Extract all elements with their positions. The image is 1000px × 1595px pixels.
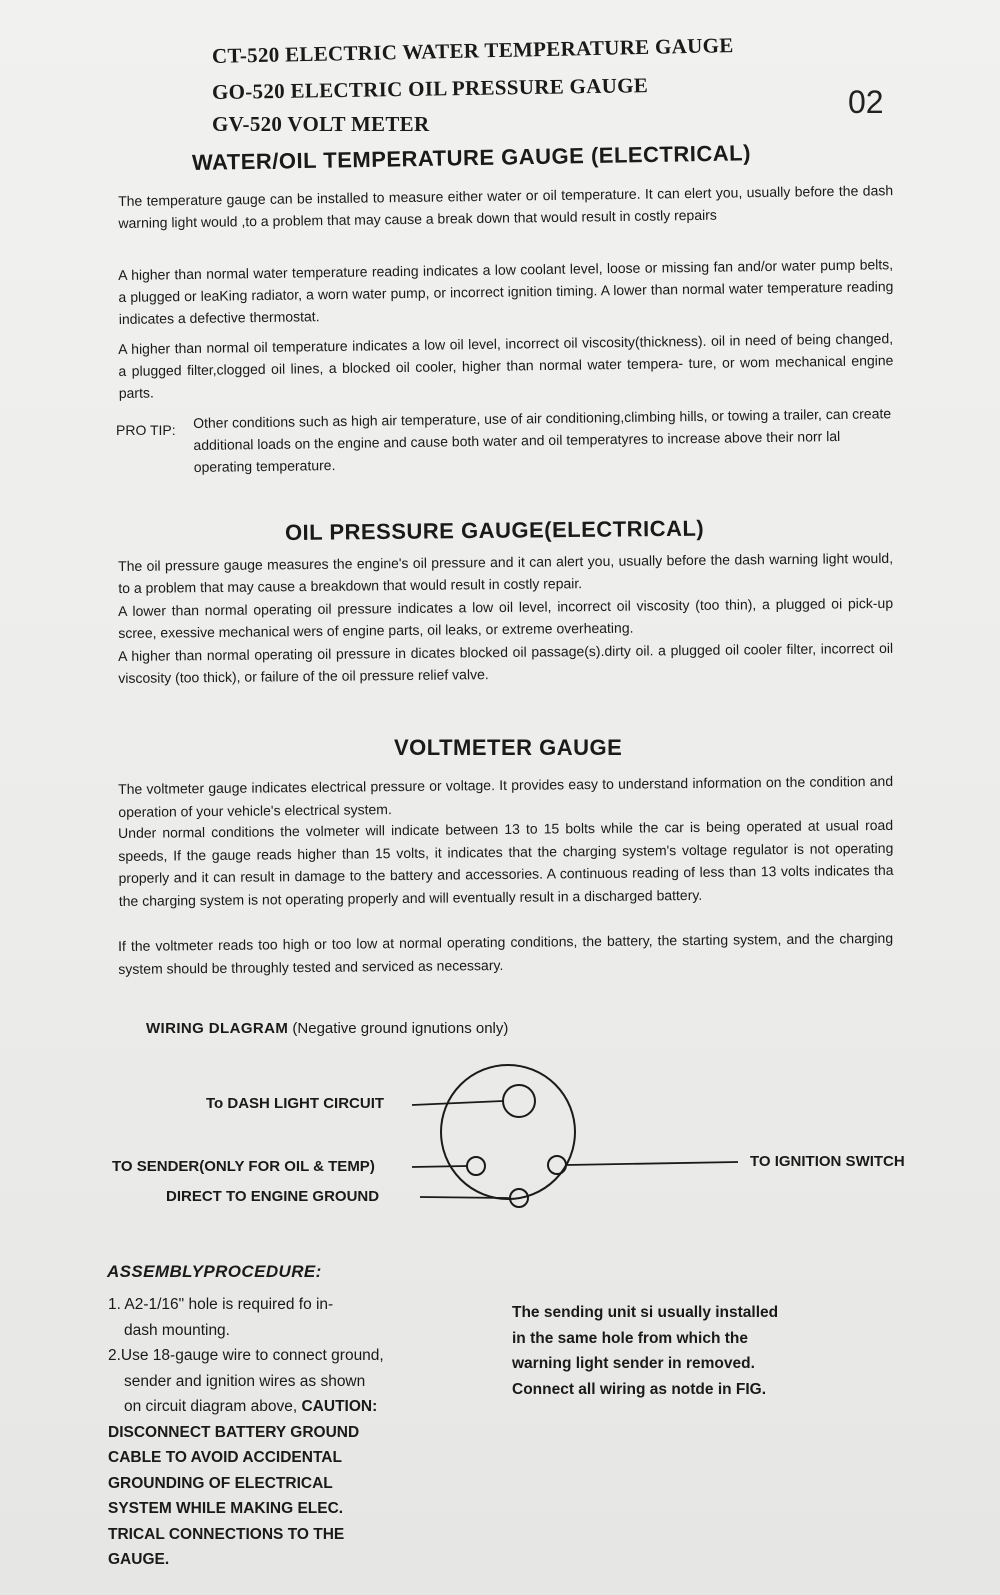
dash-light-label: To DASH LIGHT CIRCUIT — [206, 1095, 385, 1112]
sending-unit-note: The sending unit si usually installed in the same hole from which the warning light sender in removed. Connect all wiring as notde in FIG. — [512, 1304, 779, 1398]
sender-label: TO SENDER(ONLY FOR OIL & TEMP) — [112, 1158, 375, 1175]
caution-label: CAUTION: — [301, 1398, 378, 1415]
water-oil-paragraph-3: A higher than normal oil temperature indicates a low oil level, incorrect oil viscosity(thickness). oil in need of being changed, a plugged filter,clogged oil lines, a blocked oil cooler, higher than normal water tempera- ture, or wom mechanical engine parts. — [118, 330, 894, 401]
ignition-wire — [566, 1162, 738, 1165]
voltmeter-paragraph-1: The voltmeter gauge indicates electrical pressure or voltage. It provides easy to understand information on the condition and operation of your vehicle's electrical system. — [118, 772, 894, 820]
header-line-1: CT-520 ELECTRIC WATER TEMPERATURE GAUGE — [211, 33, 734, 68]
oil-pressure-section-title: OIL PRESSURE GAUGE(ELECTRICAL) — [284, 515, 705, 545]
gauge-back-outline — [441, 1065, 575, 1199]
voltmeter-paragraph-3: If the voltmeter reads too high or too low at normal operating conditions, the battery, the starting system, and the charging system should be throughly tested and serviced as necessary. — [118, 929, 894, 977]
assembly-step-1: 1. A2-1/16" hole is required fo in- dash mounting. — [108, 1296, 334, 1339]
protip-text: Other conditions such as high air temperature, use of air conditioning,climbing hills, or towing a trailer, can create additional loads on the engine and cause both water and oil temperatyres to increase above their norr lal operating temperature. — [193, 405, 892, 475]
ground-wire — [420, 1197, 510, 1198]
oil-pressure-paragraph-2: A lower than normal operating oil pressure indicates a low oil level, incorrect oil viscosity (too thin), a plugged oi pick-up scree, exessive mechanical wers of engine parts, oil leaks, or extreme overheating. — [118, 594, 894, 641]
dash-light-terminal — [503, 1085, 535, 1117]
oil-pressure-paragraph-1: The oil pressure gauge measures the engine's oil pressure and it can alert you, usually before the dash warning light would, to a problem that may cause a breakdown that would result in costly repair. — [118, 549, 894, 596]
sender-terminal — [467, 1157, 485, 1175]
voltmeter-paragraph-2: Under normal conditions the volmeter will indicate between 13 to 15 bolts while the car is being operated at usual road speeds, If the gauge reads higher than 15 volts, it indicates that the charging system's voltage regulator is not operating properly and it can result in damage to the battery and accessories. A continuous reading of less than 13 volts indicates tha the charging system is not operating properly and will eventually result in a discharged battery. — [118, 816, 894, 909]
header-line-3: GV-520 VOLT METER — [212, 112, 430, 136]
protip-label: PRO TIP: — [116, 422, 176, 438]
water-oil-section-title: WATER/OIL TEMPERATURE GAUGE (ELECTRICAL) — [191, 140, 752, 175]
wiring-diagram-subtitle: (Negative ground ignutions only) — [292, 1020, 509, 1037]
wiring-diagram-title: WIRING DLAGRAM — [146, 1020, 289, 1037]
oil-pressure-paragraph-3: A higher than normal operating oil pressure in dicates blocked oil passage(s).dirty oil. a plugged oil cooler filter, incorrect oil viscosity (too thick), or failure of the oil pressure relief valve. — [118, 639, 894, 686]
voltmeter-section-title: VOLTMETER GAUGE — [394, 735, 623, 760]
assembly-step-2: 2.Use 18-gauge wire to connect ground, sender and ignition wires as shown on circuit diagram above, CAUTION: DISCONNECT BATTERY GROUND CABLE TO AVOID ACCIDENTAL GROUNDING OF ELECTRICAL SYSTEM WHILE MAKING ELEC. TRICAL CONNECTIONS TO THE GAUGE. — [108, 1347, 384, 1568]
sender-wire — [412, 1166, 467, 1167]
assembly-title: ASSEMBLYPROCEDURE: — [107, 1262, 322, 1281]
page-number: 02 — [848, 84, 884, 120]
water-oil-paragraph-1: The temperature gauge can be installed to measure either water or oil temperature. It can elert you, usually before the dash warning light would ,to a problem that may cause a break down that would result in costly repairs — [118, 182, 894, 231]
header-line-2: GO-520 ELECTRIC OIL PRESSURE GAUGE — [211, 73, 649, 104]
dash-light-wire — [412, 1101, 503, 1105]
water-oil-paragraph-2: A higher than normal water temperature reading indicates a low coolant level, loose or missing fan and/or water pump belts, a plugged or leaKing radiator, a worn water pump, or incorrect ignition timing. A lower than normal water temperature reading indicates a defective thermostat. — [118, 256, 894, 327]
ignition-label: TO IGNITION SWITCH — [750, 1153, 905, 1170]
ground-label: DIRECT TO ENGINE GROUND — [166, 1188, 380, 1205]
ignition-terminal — [548, 1156, 566, 1174]
